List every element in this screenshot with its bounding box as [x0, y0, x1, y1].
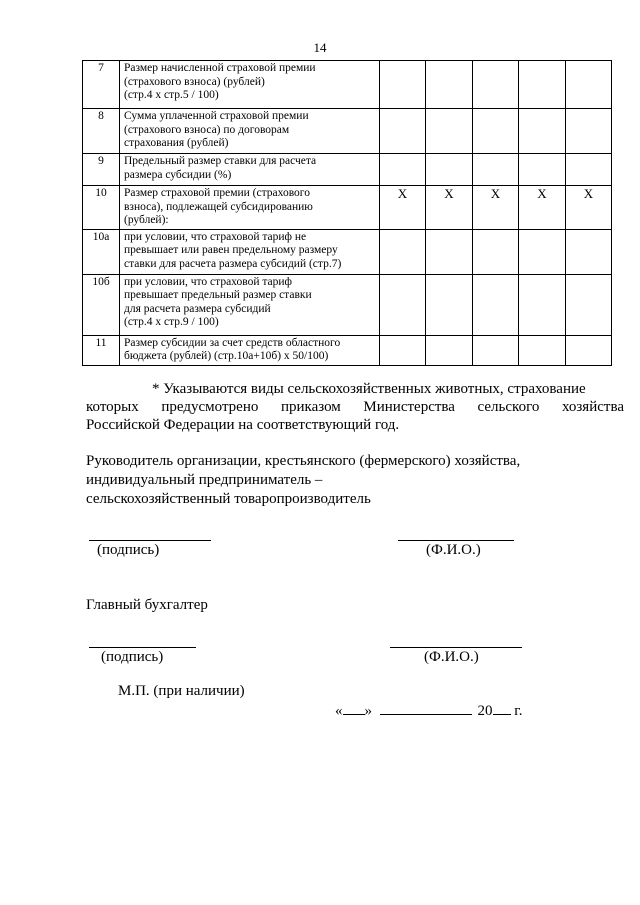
year-suffix: г. — [514, 703, 523, 719]
value-cell — [473, 109, 519, 154]
row-description: Размер начисленной страховой премии (страхового взноса) (рублей) (стр.4 х стр.5 / 100) — [120, 61, 380, 109]
row-number: 9 — [83, 154, 120, 186]
accountant-signature-line — [89, 647, 196, 648]
calculation-table — [82, 60, 612, 366]
accountant-name-line — [390, 647, 522, 648]
value-cell: X — [519, 186, 566, 230]
value-cell — [426, 154, 473, 186]
value-cell — [566, 335, 612, 365]
day-blank — [343, 701, 365, 715]
row-number: 7 — [83, 61, 120, 109]
table-row — [83, 274, 612, 335]
row-description: Предельный размер ставки для расчета размера субсидии (%) — [120, 154, 380, 186]
accountant-name-caption: (Ф.И.О.) — [424, 649, 479, 665]
head-name-caption: (Ф.И.О.) — [426, 542, 481, 558]
table-row — [83, 335, 612, 365]
row-description: Размер страховой премии (страхового взноса), подлежащей субсидированию (рублей): — [120, 186, 380, 230]
stamp-place: М.П. (при наличии) — [118, 683, 245, 699]
month-blank — [380, 701, 472, 715]
value-cell — [519, 61, 566, 109]
value-cell — [426, 109, 473, 154]
accountant-title: Главный бухгалтер — [86, 597, 208, 613]
head-title-line: сельскохозяйственный товаропроизводитель — [86, 491, 371, 507]
footnote-line: Российской Федерации на соответствующий год. — [86, 417, 400, 433]
value-cell — [473, 274, 519, 335]
value-cell — [380, 154, 426, 186]
value-cell — [380, 109, 426, 154]
year-prefix: 20 — [477, 703, 493, 719]
value-cell — [380, 61, 426, 109]
table-row — [83, 61, 612, 109]
row-number: 11 — [83, 335, 120, 365]
value-cell — [473, 154, 519, 186]
value-cell — [426, 61, 473, 109]
value-cell — [566, 61, 612, 109]
value-cell — [566, 154, 612, 186]
date-open-quote: « — [335, 703, 343, 719]
value-cell — [426, 335, 473, 365]
value-cell — [473, 229, 519, 274]
head-name-line — [398, 540, 514, 541]
value-cell: X — [566, 186, 612, 230]
row-number: 8 — [83, 109, 120, 154]
value-cell: X — [473, 186, 519, 230]
value-cell — [519, 274, 566, 335]
row-number: 10б — [83, 274, 120, 335]
value-cell — [566, 229, 612, 274]
value-cell — [380, 335, 426, 365]
footnote — [86, 380, 624, 434]
value-cell: X — [426, 186, 473, 230]
table-row — [83, 229, 612, 274]
accountant-signature-caption: (подпись) — [101, 649, 164, 665]
row-number: 10а — [83, 229, 120, 274]
value-cell — [426, 229, 473, 274]
value-cell — [380, 274, 426, 335]
footnote-line: * Указываются виды сельскохозяйственных животных, страхование — [152, 381, 586, 397]
row-description: Размер субсидии за счет средств областного бюджета (рублей) (стр.10а+10б) х 50/100) — [120, 335, 380, 365]
head-signature-line — [89, 540, 211, 541]
table-row — [83, 186, 612, 230]
head-signatory-title — [86, 452, 626, 509]
table-row — [83, 109, 612, 154]
footnote-line: которых предусмотрено приказом Министерства сельского хозяйства — [86, 399, 624, 415]
value-cell — [380, 229, 426, 274]
year-blank — [493, 701, 511, 715]
head-title-line: индивидуальный предприниматель – — [86, 472, 323, 488]
row-description: при условии, что страховой тариф превышает предельный размер ставки для расчета размера субсидий (стр.4 х стр.9 / 100) — [120, 274, 380, 335]
value-cell — [519, 335, 566, 365]
value-cell: X — [380, 186, 426, 230]
value-cell — [519, 154, 566, 186]
table-row — [83, 154, 612, 186]
row-description: при условии, что страховой тариф не превышает или равен предельному размеру ставки для расчета размера субсидий (стр.7) — [120, 229, 380, 274]
row-description: Сумма уплаченной страховой премии (страхового взноса) по договорам страхования (рублей) — [120, 109, 380, 154]
value-cell — [473, 61, 519, 109]
value-cell — [566, 109, 612, 154]
row-number: 10 — [83, 186, 120, 230]
value-cell — [519, 229, 566, 274]
value-cell — [473, 335, 519, 365]
value-cell — [426, 274, 473, 335]
date-line — [335, 701, 522, 720]
value-cell — [566, 274, 612, 335]
head-title-line: Руководитель организации, крестьянского (фермерского) хозяйства, — [86, 453, 521, 469]
value-cell — [519, 109, 566, 154]
date-close-quote: » — [364, 703, 372, 719]
page-number: 14 — [313, 40, 327, 55]
head-signature-caption: (подпись) — [97, 542, 160, 558]
